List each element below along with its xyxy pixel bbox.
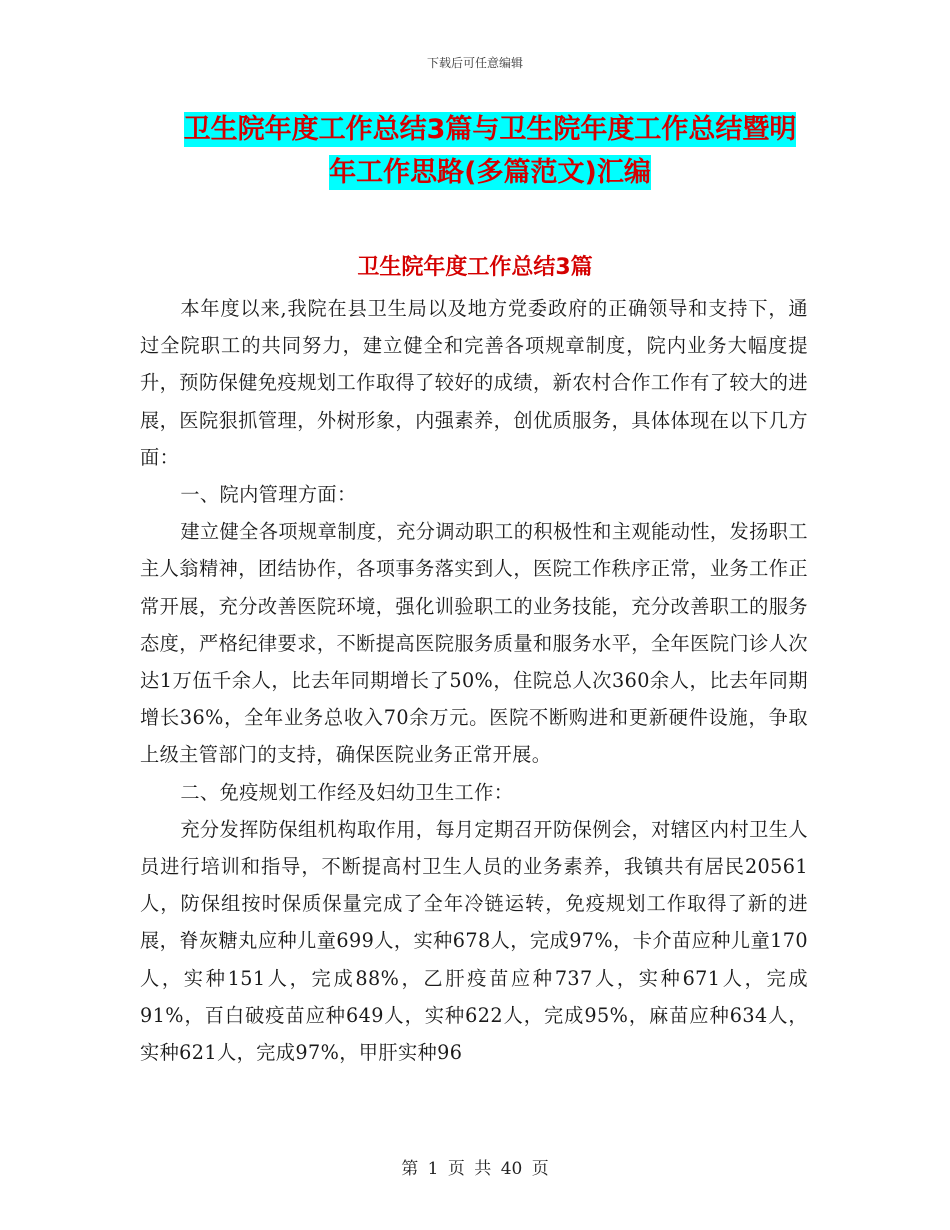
- document-title-line1: 卫生院年度工作总结3篇与卫生院年度工作总结暨明: [183, 114, 797, 145]
- paragraph-intro: 本年度以来,我院在县卫生局以及地方党委政府的正确领导和支持下，通过全院职工的共同努力，建立健全和完善各项规章制度，院内业务大幅度提升，预防保健免疫规划工作取得了较好的成绩，新农村合作工作有了较大的进展，医院狠抓管理，外树形象，内强素养，创优质服务，具体体现在以下几方面：: [140, 297, 808, 469]
- paragraph-immunization: 充分发挥防保组机构取作用，每月定期召开防保例会，对辖区内村卫生人员进行培训和指导，不断提高村卫生人员的业务素养，我镇共有居民20561人，防保组按时保质保量完成了全年冷链运转，免疫规划工作取得了新的进展，脊灰糖丸应种儿童699人，实种678人，完成97%，卡介苗应种儿童170人，实种151人，完成88%，乙肝疫苗应种737人，实种671人，完成91%，百白破疫苗应种649人，实种622人，完成95%，麻苗应种634人，实种621人，完成97%，甲肝实种96: [140, 817, 808, 1065]
- section-title: 卫生院年度工作总结3篇: [357, 255, 593, 280]
- heading-immunization: 二、免疫规划工作经及妇幼卫生工作：: [180, 780, 514, 804]
- document-body: [140, 290, 808, 1071]
- header-note: 下载后可任意编辑: [426, 56, 523, 70]
- paragraph-internal-management: 建立健全各项规章制度，充分调动职工的积极性和主观能动性，发扬职工主人翁精神，团结协作，各项事务落实到人，医院工作秩序正常，业务工作正常开展，充分改善医院环境，强化训验职工的业务技能，充分改善职工的服务态度，严格纪律要求，不断提高医院服务质量和服务水平，全年医院门诊人次达1万伍千余人，比去年同期增长了50%，住院总人次360余人，比去年同期增长36%，全年业务总收入70余万元。医院不断购进和更新硬件设施，争取上级主管部门的支持，确保医院业务正常开展。: [140, 520, 808, 767]
- heading-internal-management: 一、院内管理方面：: [180, 483, 357, 507]
- document-title: [140, 108, 840, 194]
- document-title-line2: 年工作思路(多篇范文)汇编: [329, 157, 651, 188]
- page-footer: 第 1 页 共 40 页: [401, 1159, 549, 1179]
